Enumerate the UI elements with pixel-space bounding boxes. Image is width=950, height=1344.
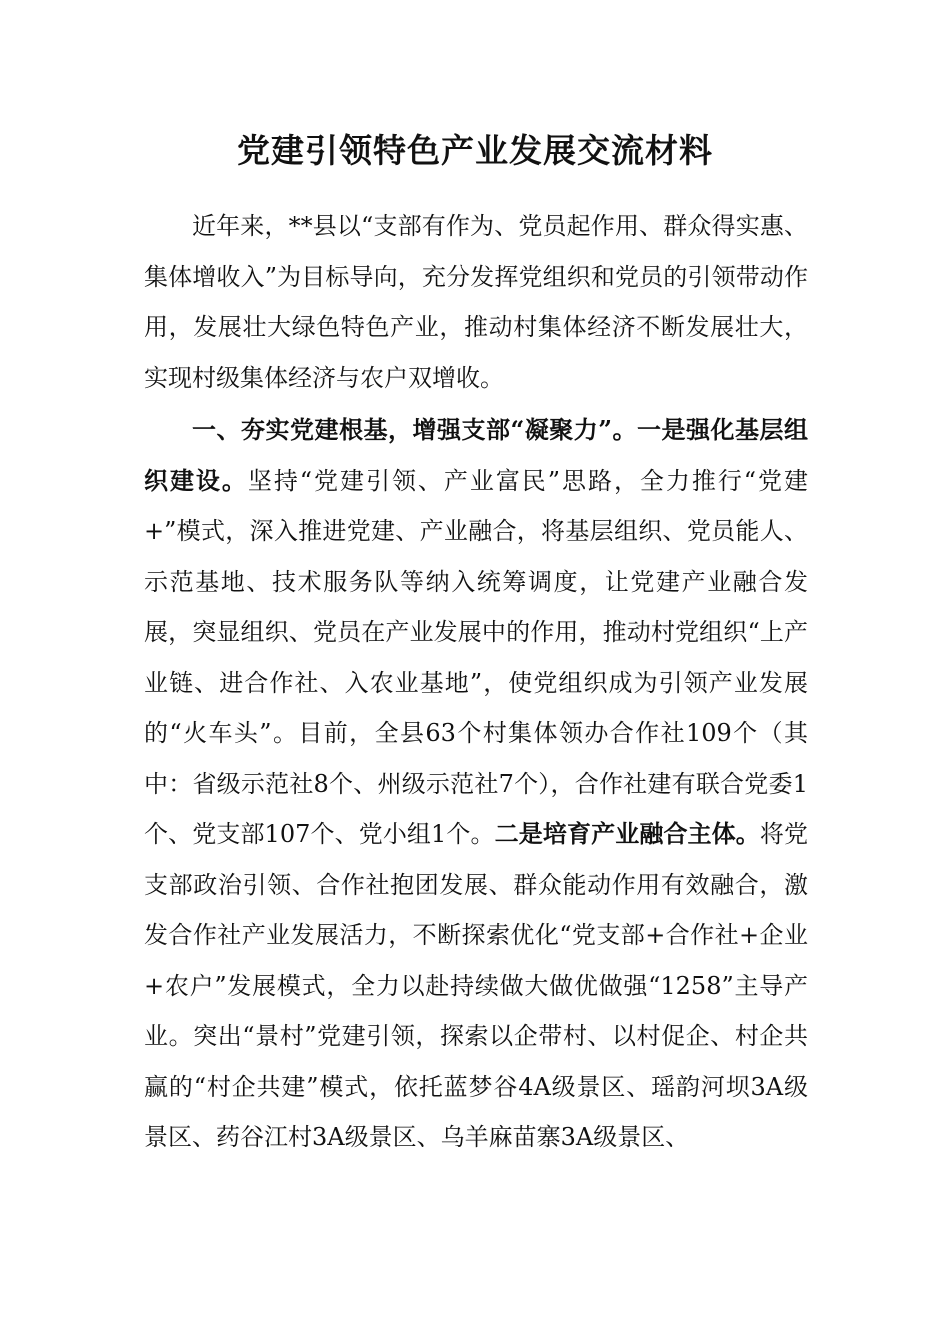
intro-paragraph: 近年来，**县以“支部有作为、党员起作用、群众得实惠、集体增收入”为目标导向，充分发挥党组织和党员的引领带动作用，发展壮大绿色特色产业，推动村集体经济不断发展壮大，实现村级集体经济与农户双增收。 <box>144 212 808 392</box>
point-2-text: 将党支部政治引领、合作社抱团发展、群众能动作用有效融合，激发合作社产业发展活力，不断探索优化“党支部+合作社+企业+农户”发展模式，全力以赴持续做大做优做强“1258”主导产业。突出“景村”党建引领，探索以企带村、以村促企、村企共赢的“村企共建”模式，依托蓝梦谷4A级景区、瑶韵河坝3A级景区、药谷江村3A级景区、乌羊麻苗寨3A级景区、 <box>144 820 809 1151</box>
point-1-title: 一是强化基层组织建设。 <box>144 415 809 495</box>
section-1-heading: 一、夯实党建根基，增强支部“凝聚力”。 <box>192 415 638 444</box>
document-body <box>144 201 808 1163</box>
point-2-title: 二是培育产业融合主体。 <box>494 819 760 848</box>
section-1-paragraph <box>144 405 808 1163</box>
point-1-text: 坚持“党建引领、产业富民”思路，全力推行“党建+”模式，深入推进党建、产业融合，将基层组织、党员能人、示范基地、技术服务队等纳入统筹调度，让党建产业融合发展，突显组织、党员在产业发展中的作用，推动村党组织“上产业链、进合作社、入农业基地”，使党组织成为引领产业发展的“火车头”。目前，全县63个村集体领办合作社109个（其中：省级示范社8个、州级示范社7个），合作社建有联合党委1个、党支部107个、党小组1个。 <box>144 466 808 848</box>
document-title: 党建引领特色产业发展交流材料 <box>237 131 713 170</box>
